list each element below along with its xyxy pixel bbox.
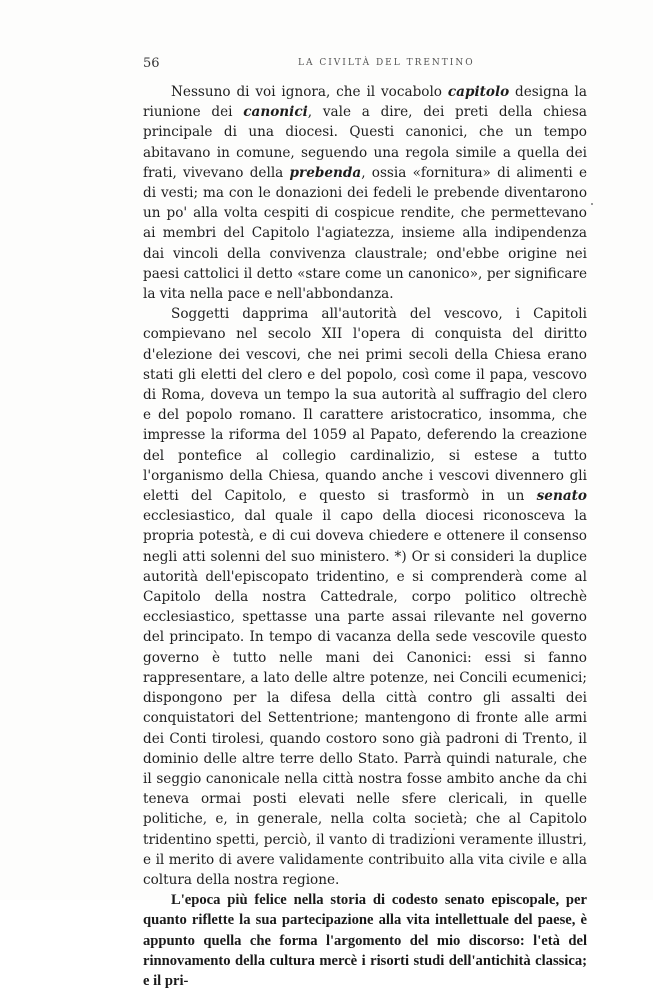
text-segment: ecclesiastico, dal quale il capo della diocesi riconosceva la propria potestà, e di cui doveva chiedere e ottenere il consenso negli atti solenni del suo ministero. *) Or si consideri la duplice autorità dell'episcopato tridentino, e si comprenderà come al Capitolo della nostra Cattedrale, corpo politico oltrechè ecclesiastico, spettasse una parte assai rilevante nel governo del principato. In tempo di vacanza della sede vescovile questo governo è tutto nelle mani dei Canonici: essi si fanno rappresentare, a lato delle altre potenze, nei Concili ecumenici; dispongono per la difesa della città contro gli assalti dei conquistatori del Settentrione; mantengono di fronte alle armi dei Conti tirolesi, quando costoro sono già padroni di Trento, il dominio delle altre terre dello Stato. Parrà quindi naturale, che il seggio canonicale nella città nostra fosse ambito anche da chi teneva ormai posti elevati nelle sfere clericali, in quelle politiche, e, in generale, nella colta società; che al Capitolo tridentino spetti, perciò, il vanto di tradizioni veramente illustri, e il merito di avere validamente contribuito alla vita civile e alla coltura della nostra regione. xyxy=(143,508,587,888)
page-speck xyxy=(433,828,435,830)
italic-term-prebenda: prebenda xyxy=(289,164,362,181)
text-segment: Nessuno di voi ignora, che il vocabolo xyxy=(171,84,448,100)
running-head: LA CIVILTÀ DEL TRENTINO xyxy=(298,58,475,68)
body-text xyxy=(143,82,587,991)
italic-term-capitolo: capitolo xyxy=(447,84,510,100)
page-speck xyxy=(591,203,593,205)
text-segment: L'epoca più felice nella storia di codesto senato episcopale, per quanto riflette la sua partecipazione alla vita intellettuale del paese, è appunto quella che forma l'argomento del mio discorso: l'età del rinnovamento della cultura mercè i risorti studi dell'antichità classica; e il pri- xyxy=(143,892,587,989)
paragraph-2 xyxy=(143,304,587,890)
italic-term-canonici: canonici xyxy=(243,104,308,121)
paragraph-3 xyxy=(143,890,587,991)
text-segment: Soggetti dapprima all'autorità del vescovo, i Capitoli compievano nel secolo XII l'opera di conquista del diritto d'elezione dei vescovi, che nei primi secoli della Chiesa erano stati gli eletti del clero e del popolo, così come il papa, vescovo di Roma, doveva un tempo la sua autorità al suffragio del clero e del popolo romano. Il carattere aristocratico, insomma, che impresse la riforma del 1059 al Papato, deferendo la creazione del pontefice al collegio cardinalizio, si estese a tutto l'organismo della Chiesa, quando anche i vescovi divennero gli eletti del Capitolo, e questo si trasformò in un xyxy=(143,306,587,505)
page-number: 56 xyxy=(143,56,160,71)
italic-term-senato: senato xyxy=(536,488,587,505)
text-segment: designa la riunione dei xyxy=(143,84,587,121)
text-segment: , vale a dire, dei preti della chiesa principale di una diocesi. Questi canonici, che un tempo abitavano in comune, seguendo una regola simile a quella dei frati, vivevano della xyxy=(143,104,587,181)
paragraph-1 xyxy=(143,82,587,304)
page-header xyxy=(143,56,587,76)
text-segment: , ossia «fornitura» di alimenti e di vesti; ma con le donazioni dei fedeli le prebende diventarono un po' alla volta cespiti di cospicue rendite, che permettevano ai membri del Capitolo l'agiatezza, insieme alla indipendenza dai vincoli della convivenza claustrale; ond'ebbe origine nei paesi cattolici il detto «stare come un canonico», per significare la vita nella pace e nell'abbondanza. xyxy=(143,164,588,303)
